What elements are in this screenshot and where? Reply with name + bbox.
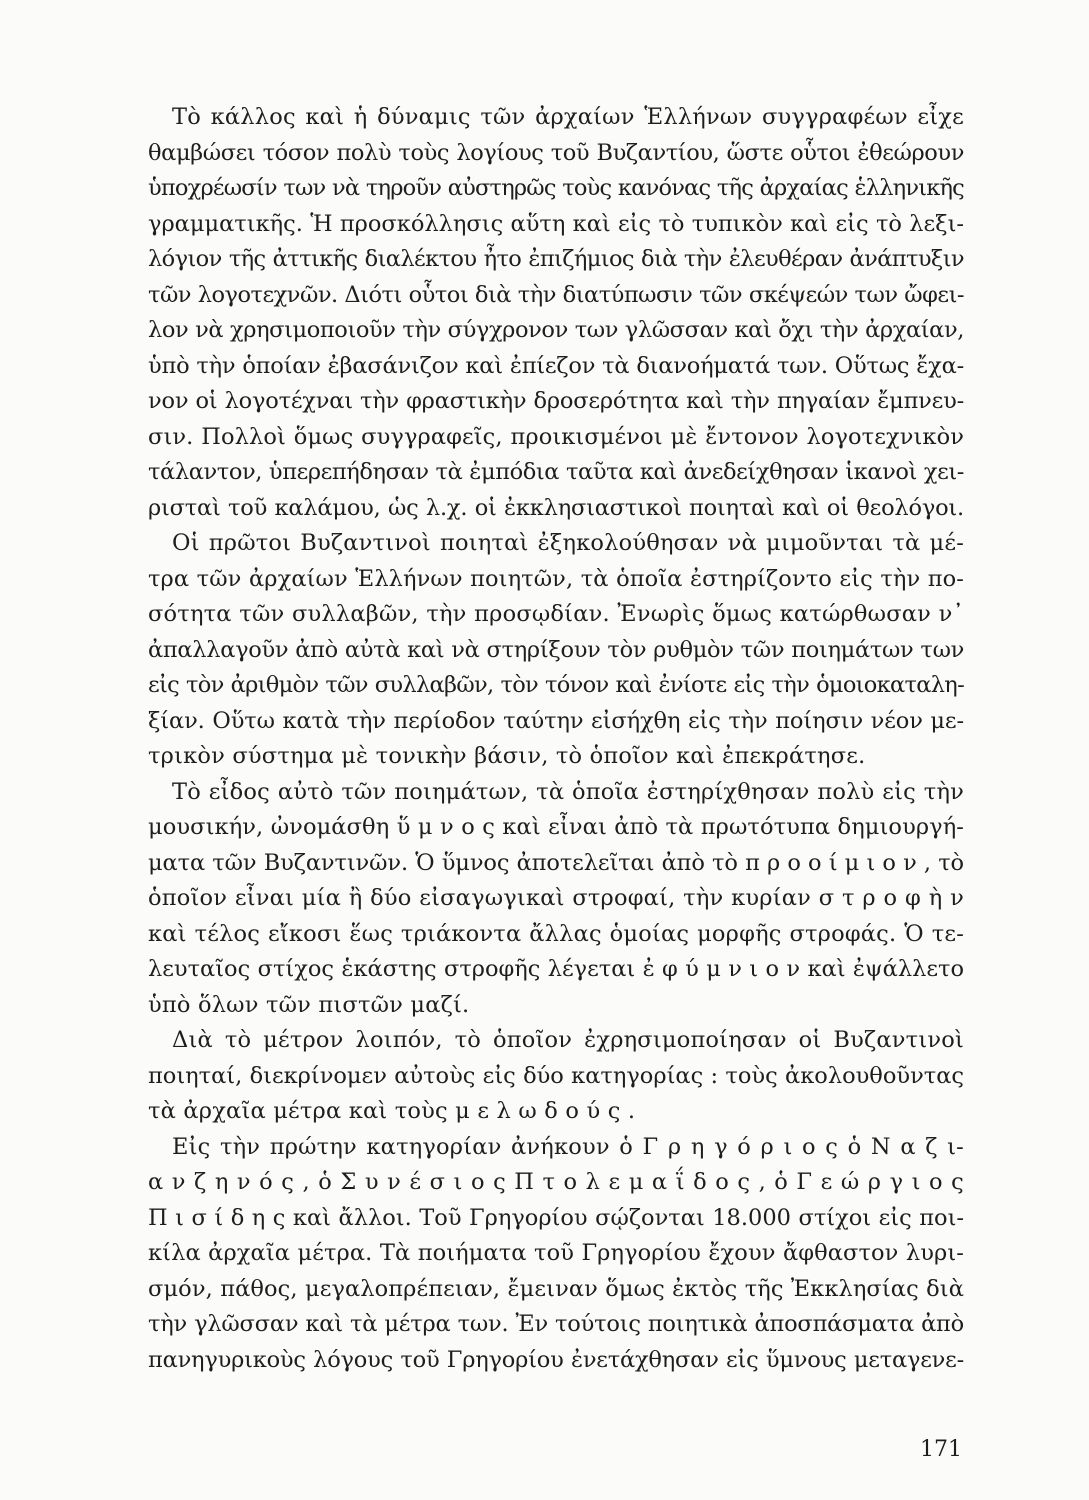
text-line: ὁποῖον εἶναι μία ἢ δύο εἰσαγωγικαὶ στροφαί, τὴν κυρίαν σ τ ρ ο φ ὴ ν [148, 885, 964, 911]
text-line: σμόν, πάθος, μεγαλοπρέπειαν, ἔμειναν ὅμως ἐκτὸς τῆς Ἐκκλησίας διὰ [148, 1275, 964, 1302]
text-line: α ν ζ η ν ό ς , ὁ Σ υ ν έ σ ι ο ς Π τ ο λ ε μ α ΐ δ ο ς , ὁ Γ ε ώ ρ γ ι ο ς [148, 1169, 964, 1195]
text-line: Οἱ πρῶτοι Βυζαντινοὶ ποιηταὶ ἐξηκολούθησαν νὰ μιμοῦνται τὰ μέ- [172, 530, 964, 556]
text-line: εἰς τὸν ἀριθμὸν τῶν συλλαβῶν, τὸν τόνον καὶ ἐνίοτε εἰς τὴν ὁμοιοκαταλη- [148, 672, 964, 698]
text-line: Διὰ τὸ μέτρον λοιπόν, τὸ ὁποῖον ἐχρησιμοποίησαν οἱ Βυζαντινοὶ [172, 1027, 964, 1053]
text-line: νον οἱ λογοτέχναι τὴν φραστικὴν δροσερότητα καὶ τὴν πηγαίαν ἔμπνευ- [148, 388, 964, 414]
text-line: θαμβώσει τόσον πολὺ τοὺς λογίους τοῦ Βυζαντίου, ὥστε οὗτοι ἐθεώρουν [148, 139, 964, 166]
page-number: 171 [920, 1437, 962, 1462]
text-line: Τὸ κάλλος καὶ ἡ δύναμις τῶν ἀρχαίων Ἑλλήνων συγγραφέων εἶχε [172, 104, 964, 130]
text-line: τὰ ἀρχαῖα μέτρα καὶ τοὺς μ ε λ ω δ ο ύ ς . [148, 1098, 636, 1124]
text-line: ρισταὶ τοῦ καλάμου, ὡς λ.χ. οἱ ἐκκλησιαστικοὶ ποιηταὶ καὶ οἱ θεολόγοι. [148, 494, 964, 521]
text-line: λευταῖος στίχος ἑκάστης στροφῆς λέγεται ἐ φ ύ μ ν ι ο ν καὶ ἐψάλλετο [148, 956, 964, 982]
text-line: ὑποχρέωσίν των νὰ τηροῦν αὐστηρῶς τοὺς κανόνας τῆς ἀρχαίας ἑλληνικῆς [148, 175, 964, 201]
text-line: ὑπὸ τὴν ὁποίαν ἐβασάνιζον καὶ ἐπίεζον τὰ διανοήματά των. Οὕτως ἔχα- [148, 352, 964, 379]
text-line: πανηγυρικοὺς λόγους τοῦ Γρηγορίου ἐνετάχθησαν εἰς ὕμνους μεταγενε- [148, 1346, 964, 1373]
text-line: τρικὸν σύστημα μὲ τονικὴν βάσιν, τὸ ὁποῖον καὶ ἐπεκράτησε. [148, 743, 866, 769]
text-line: ματα τῶν Βυζαντινῶν. Ὁ ὕμνος ἀποτελεῖται ἀπὸ τὸ π ρ ο ο ί μ ι ο ν , τὸ [148, 849, 964, 876]
text-line: κίλα ἀρχαῖα μέτρα. Τὰ ποιήματα τοῦ Γρηγορίου ἔχουν ἄφθαστον λυρι- [148, 1240, 964, 1266]
text-line: τάλαντον, ὑπερεπήδησαν τὰ ἐμπόδια ταῦτα καὶ ἀνεδείχθησαν ἱκανοὶ χει- [148, 459, 964, 485]
text-line: ἀπαλλαγοῦν ἀπὸ αὐτὰ καὶ νὰ στηρίξουν τὸν ρυθμὸν τῶν ποιημάτων των [148, 636, 964, 663]
text-line: τὴν γλῶσσαν καὶ τὰ μέτρα των. Ἐν τούτοις ποιητικὰ ἀποσπάσματα ἀπὸ [148, 1311, 964, 1337]
text-line: ὑπὸ ὅλων τῶν πιστῶν μαζί. [148, 991, 470, 1018]
text-line: τῶν λογοτεχνῶν. Διότι οὗτοι διὰ τὴν διατύπωσιν τῶν σκέψεών των ὤφει- [148, 281, 964, 308]
text-line: σότητα τῶν συλλαβῶν, τὴν προσῳδίαν. Ἐνωρὶς ὅμως κατώρθωσαν ν᾽ [148, 601, 964, 627]
text-line: γραμματικῆς. Ἡ προσκόλλησις αὕτη καὶ εἰς τὸ τυπικὸν καὶ εἰς τὸ λεξι- [148, 210, 964, 237]
text-line: Π ι σ ί δ η ς καὶ ἄλλοι. Τοῦ Γρηγορίου σῴζονται 18.000 στίχοι εἰς ποι- [148, 1204, 964, 1231]
text-line: Τὸ εἶδος αὐτὸ τῶν ποιημάτων, τὰ ὁποῖα ἐστηρίχθησαν πολὺ εἰς τὴν [172, 778, 964, 805]
text-line: ποιηταί, διεκρίνομεν αὐτοὺς εἰς δύο κατηγορίας : τοὺς ἀκολουθοῦντας [148, 1062, 964, 1089]
text-line: Εἰς τὴν πρώτην κατηγορίαν ἀνήκουν ὁ Γ ρ η γ ό ρ ι ο ς ὁ Ν α ζ ι- [172, 1133, 964, 1160]
body-text [148, 100, 964, 1378]
text-line: ξίαν. Οὕτω κατὰ τὴν περίοδον ταύτην εἰσήχθη εἰς τὴν ποίησιν νέον με- [148, 707, 964, 734]
text-line: καὶ τέλος εἴκοσι ἕως τριάκοντα ἄλλας ὁμοίας μορφῆς στροφάς. Ὁ τε- [148, 920, 964, 947]
text-line: μουσικήν, ὠνομάσθη ὕ μ ν ο ς καὶ εἶναι ἀπὸ τὰ πρωτότυπα δημιουργή- [148, 814, 964, 840]
text-line: λον νὰ χρησιμοποιοῦν τὴν σύγχρονον των γλῶσσαν καὶ ὄχι τὴν ἀρχαίαν, [148, 317, 964, 343]
text-line: λόγιον τῆς ἀττικῆς διαλέκτου ἦτο ἐπιζήμιος διὰ τὴν ἐλευθέραν ἀνάπτυξιν [148, 246, 964, 272]
text-line: σιν. Πολλοὶ ὅμως συγγραφεῖς, προικισμένοι μὲ ἔντονον λογοτεχνικὸν [148, 423, 964, 450]
text-line: τρα τῶν ἀρχαίων Ἑλλήνων ποιητῶν, τὰ ὁποῖα ἐστηρίζοντο εἰς τὴν πο- [148, 565, 964, 592]
